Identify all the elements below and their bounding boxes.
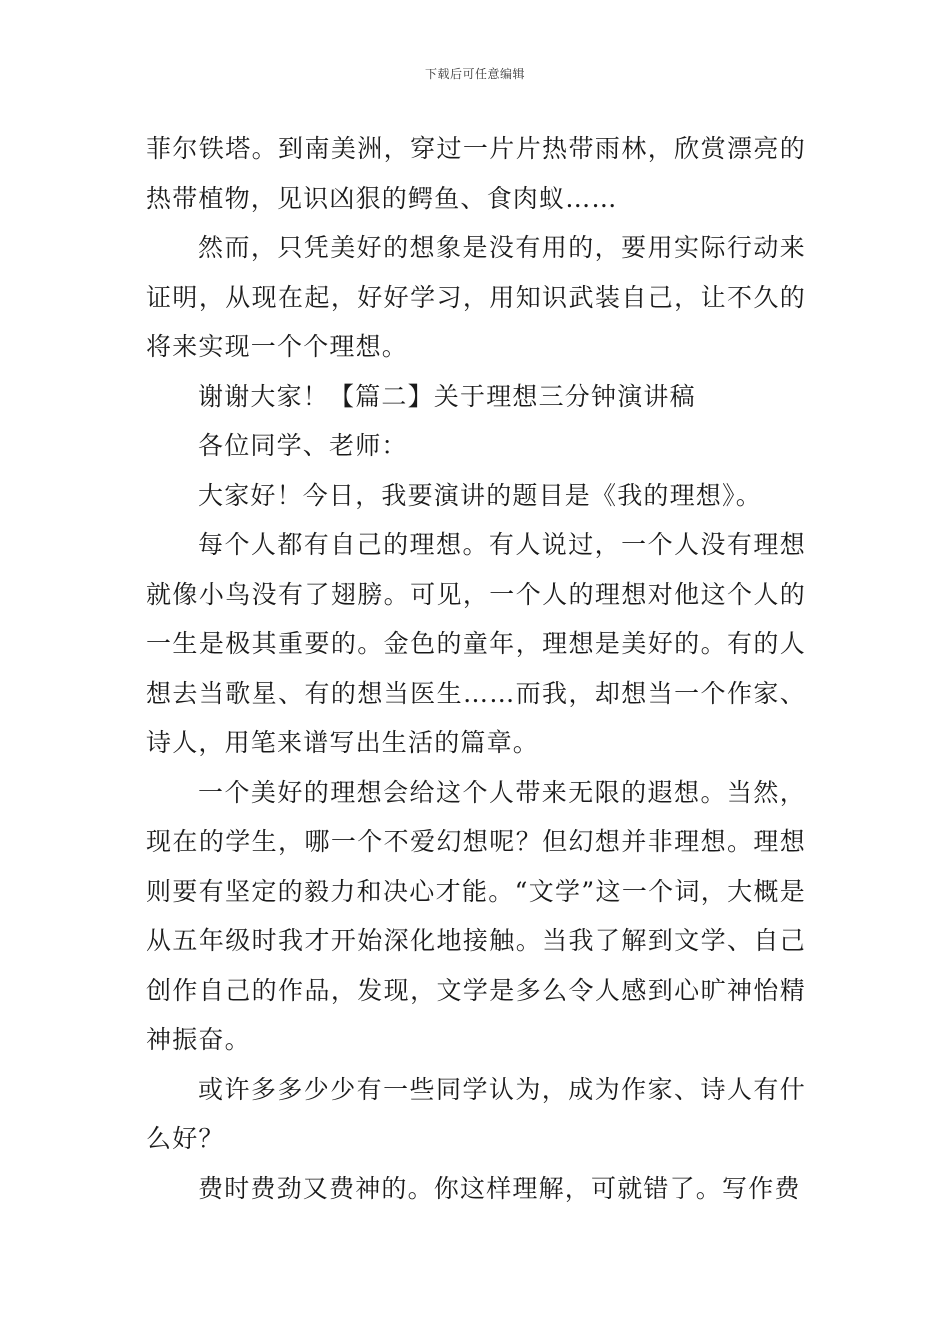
page-header: 下载后可任意编辑 <box>424 67 525 81</box>
paragraph-5: 大家好！今日，我要演讲的题目是《我的理想》。 <box>198 480 762 510</box>
paragraph-4: 各位同学、老师： <box>198 431 408 460</box>
paragraph-8: 或许多多少少有一些同学认为，成为作家、诗人有什么好？ <box>146 1074 806 1153</box>
paragraph-3: 谢谢大家！【篇二】关于理想三分钟演讲稿 <box>198 381 696 411</box>
paragraph-1: 菲尔铁塔。到南美洲，穿过一片片热带雨林，欣赏漂亮的热带植物，见识凶狠的鳄鱼、食肉蚁…… <box>146 134 806 213</box>
paragraph-2: 然而，只凭美好的想象是没有用的，要用实际行动来证明，从现在起，好好学习，用知识武装自己，让不久的将来实现一个个理想。 <box>146 233 806 361</box>
paragraph-9: 费时费劲又费神的。你这样理解，可就错了。写作费 <box>198 1173 801 1203</box>
paragraph-6: 每个人都有自己的理想。有人说过，一个人没有理想就像小鸟没有了翅膀。可见，一个人的理想对他这个人的一生是极其重要的。金色的童年，理想是美好的。有的人想去当歌星、有的想当医生……而我，却想当一个作家、诗人，用笔来谱写出生活的篇章。 <box>146 530 806 757</box>
document-body <box>146 124 806 1213</box>
paragraph-7: 一个美好的理想会给这个人带来无限的遐想。当然，现在的学生，哪一个不爱幻想呢？但幻想并非理想。理想则要有坚定的毅力和决心才能。“文学”这一个词，大概是从五年级时我才开始深化地接触。当我了解到文学、自己创作自己的作品，发现，文学是多么令人感到心旷神怡精神振奋。 <box>146 777 806 1054</box>
